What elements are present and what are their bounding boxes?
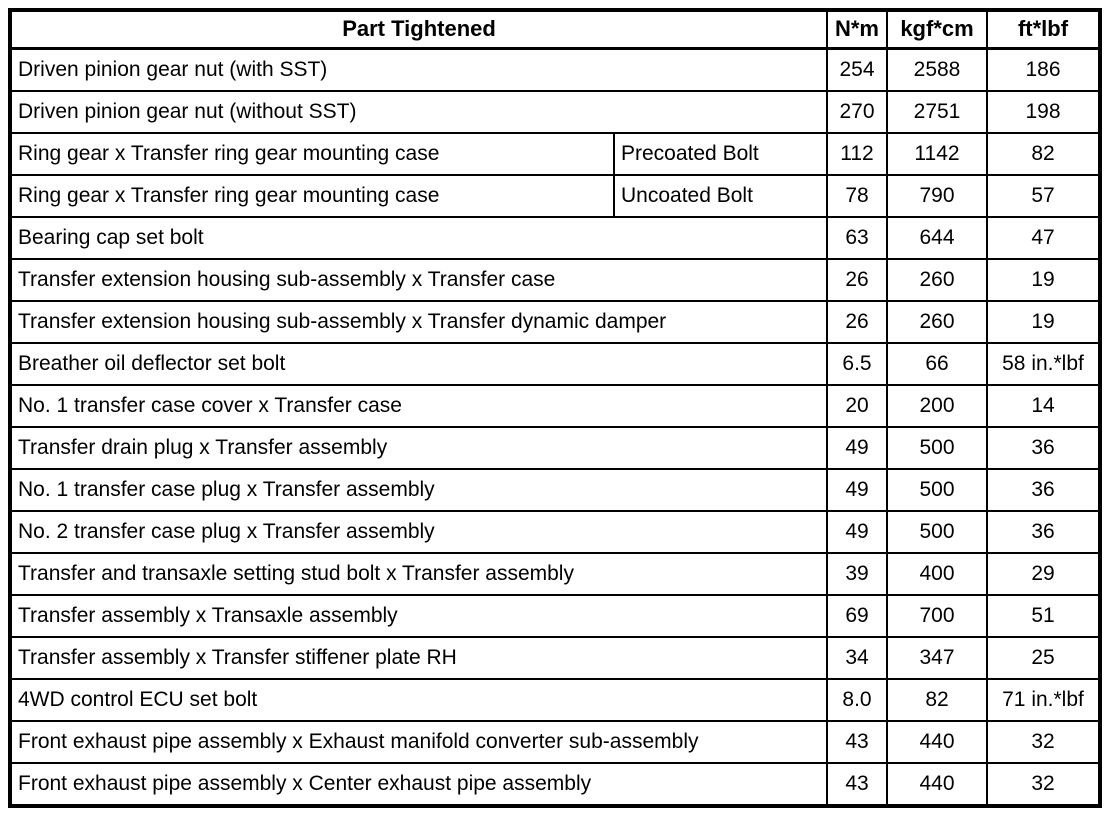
table-body [10,49,1100,807]
kgfcm-cell: 400 [887,553,987,595]
table-row [10,595,1100,637]
ftlbf-cell: 71 in.*lbf [987,679,1100,721]
kgfcm-cell: 2751 [887,91,987,133]
col-header-ftlbf: ft*lbf [987,10,1100,49]
part-cell: No. 1 transfer case plug x Transfer assembly [10,469,827,511]
ftlbf-cell: 14 [987,385,1100,427]
table-row [10,721,1100,763]
part-cell: No. 1 transfer case cover x Transfer case [10,385,827,427]
part-cell: Driven pinion gear nut (with SST) [10,49,827,92]
table-row [10,175,1100,217]
nm-cell: 254 [827,49,887,92]
nm-cell: 49 [827,511,887,553]
nm-cell: 43 [827,721,887,763]
ftlbf-cell: 82 [987,133,1100,175]
ftlbf-cell: 36 [987,427,1100,469]
nm-cell: 34 [827,637,887,679]
table-row [10,553,1100,595]
torque-spec-table [8,8,1102,808]
ftlbf-cell: 32 [987,721,1100,763]
kgfcm-cell: 500 [887,469,987,511]
table-row [10,301,1100,343]
nm-cell: 49 [827,427,887,469]
kgfcm-cell: 260 [887,301,987,343]
ftlbf-cell: 47 [987,217,1100,259]
ftlbf-cell: 58 in.*lbf [987,343,1100,385]
kgfcm-cell: 200 [887,385,987,427]
kgfcm-cell: 700 [887,595,987,637]
ftlbf-cell: 51 [987,595,1100,637]
part-cell: Transfer drain plug x Transfer assembly [10,427,827,469]
nm-cell: 26 [827,259,887,301]
table-row [10,469,1100,511]
table-header [10,10,1100,49]
part-cell: Ring gear x Transfer ring gear mounting case [10,175,614,217]
part-cell: 4WD control ECU set bolt [10,679,827,721]
ftlbf-cell: 36 [987,511,1100,553]
part-cell: Breather oil deflector set bolt [10,343,827,385]
table-row [10,427,1100,469]
kgfcm-cell: 440 [887,763,987,806]
table-row [10,385,1100,427]
kgfcm-cell: 260 [887,259,987,301]
table-row [10,133,1100,175]
ftlbf-cell: 36 [987,469,1100,511]
table-row [10,343,1100,385]
part-cell: Ring gear x Transfer ring gear mounting case [10,133,614,175]
kgfcm-cell: 2588 [887,49,987,92]
ftlbf-cell: 32 [987,763,1100,806]
header-row [10,10,1100,49]
nm-cell: 26 [827,301,887,343]
kgfcm-cell: 66 [887,343,987,385]
part-cell: Transfer extension housing sub-assembly x Transfer case [10,259,827,301]
col-header-kgfcm: kgf*cm [887,10,987,49]
part-cell: Transfer extension housing sub-assembly x Transfer dynamic damper [10,301,827,343]
ftlbf-cell: 57 [987,175,1100,217]
nm-cell: 63 [827,217,887,259]
table-row [10,259,1100,301]
nm-cell: 8.0 [827,679,887,721]
kgfcm-cell: 500 [887,427,987,469]
part-cell: Front exhaust pipe assembly x Exhaust manifold converter sub-assembly [10,721,827,763]
kgfcm-cell: 440 [887,721,987,763]
kgfcm-cell: 1142 [887,133,987,175]
part-cell: Driven pinion gear nut (without SST) [10,91,827,133]
col-header-nm: N*m [827,10,887,49]
part-cell: No. 2 transfer case plug x Transfer assembly [10,511,827,553]
ftlbf-cell: 19 [987,259,1100,301]
nm-cell: 69 [827,595,887,637]
kgfcm-cell: 82 [887,679,987,721]
nm-cell: 112 [827,133,887,175]
part-cell: Transfer assembly x Transaxle assembly [10,595,827,637]
table-row [10,49,1100,92]
part-cell: Bearing cap set bolt [10,217,827,259]
kgfcm-cell: 644 [887,217,987,259]
part-cell: Front exhaust pipe assembly x Center exhaust pipe assembly [10,763,827,806]
part-cell: Transfer and transaxle setting stud bolt x Transfer assembly [10,553,827,595]
col-header-part-tightened: Part Tightened [10,10,827,49]
nm-cell: 20 [827,385,887,427]
table-row [10,91,1100,133]
table-row [10,637,1100,679]
nm-cell: 78 [827,175,887,217]
nm-cell: 39 [827,553,887,595]
kgfcm-cell: 347 [887,637,987,679]
nm-cell: 43 [827,763,887,806]
kgfcm-cell: 790 [887,175,987,217]
ftlbf-cell: 186 [987,49,1100,92]
part-cell: Transfer assembly x Transfer stiffener plate RH [10,637,827,679]
part-sub-cell: Precoated Bolt [614,133,827,175]
nm-cell: 6.5 [827,343,887,385]
nm-cell: 49 [827,469,887,511]
ftlbf-cell: 19 [987,301,1100,343]
ftlbf-cell: 198 [987,91,1100,133]
table-row [10,679,1100,721]
table-row [10,511,1100,553]
kgfcm-cell: 500 [887,511,987,553]
ftlbf-cell: 25 [987,637,1100,679]
ftlbf-cell: 29 [987,553,1100,595]
part-sub-cell: Uncoated Bolt [614,175,827,217]
nm-cell: 270 [827,91,887,133]
table-row [10,217,1100,259]
table-row [10,763,1100,806]
